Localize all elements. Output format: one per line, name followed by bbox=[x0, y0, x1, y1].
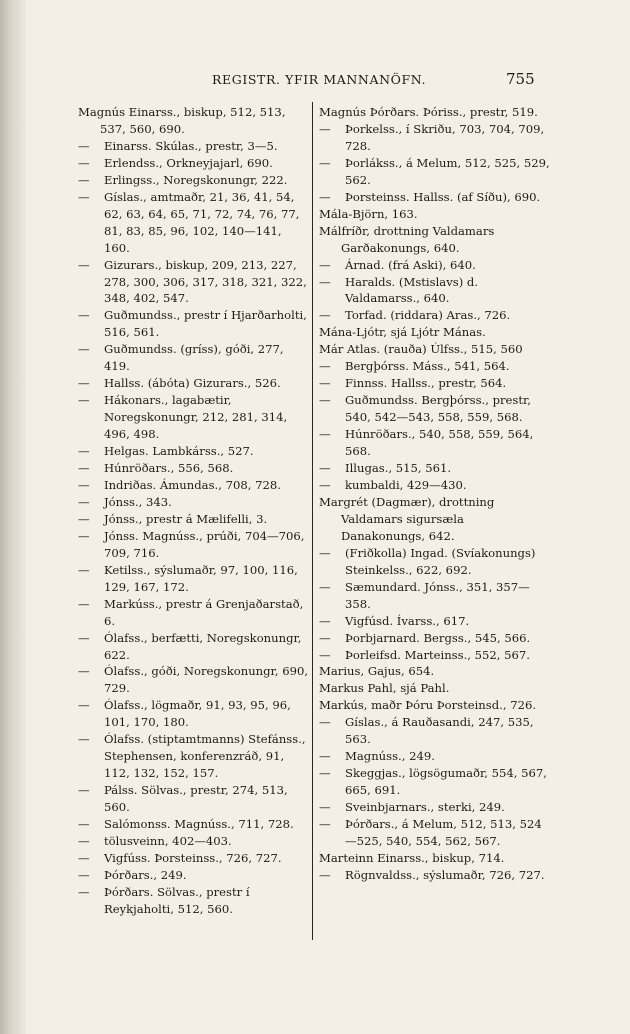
ditto-dash: — bbox=[78, 444, 90, 459]
index-entry bbox=[78, 596, 310, 630]
index-entry bbox=[319, 392, 551, 426]
ditto-dash: — bbox=[319, 257, 331, 272]
ditto-dash: — bbox=[319, 749, 331, 764]
index-entry-text: Húnröðars., 540, 558, 559, 564, 568. bbox=[345, 427, 534, 459]
index-entry-text: Vigfúsd. Ívarss., 617. bbox=[345, 613, 470, 628]
ditto-dash: — bbox=[319, 189, 331, 204]
index-entry-text: Markus Pahl, sjá Pahl. bbox=[319, 681, 450, 696]
ditto-dash: — bbox=[78, 477, 90, 492]
ditto-dash: — bbox=[319, 155, 331, 170]
index-entry-text: Guðmundss., prestr í Hjarðarholti, 516, 561. bbox=[104, 308, 307, 340]
index-entry bbox=[319, 867, 551, 884]
index-entry-text: Ólafss., berfætti, Noregskonungr, 622. bbox=[104, 630, 302, 662]
index-entry bbox=[319, 850, 551, 867]
ditto-dash: — bbox=[78, 511, 90, 526]
ditto-dash: — bbox=[78, 596, 90, 611]
ditto-dash: — bbox=[78, 732, 90, 747]
ditto-dash: — bbox=[319, 613, 331, 628]
index-entry-text: Þorleifsd. Marteinss., 552, 567. bbox=[345, 647, 530, 662]
index-entry-text: Bergþórss. Máss., 541, 564. bbox=[345, 359, 510, 374]
ditto-dash: — bbox=[319, 800, 331, 815]
index-entry bbox=[319, 324, 551, 341]
index-entry-text: Hallss. (ábóta) Gizurars., 526. bbox=[104, 376, 281, 391]
ditto-dash: — bbox=[78, 783, 90, 798]
index-entry bbox=[319, 816, 551, 850]
index-entry-text: Haralds. (Mstislavs) d. Valdamarss., 640. bbox=[345, 274, 479, 306]
ditto-dash: — bbox=[319, 715, 331, 730]
ditto-dash: — bbox=[319, 427, 331, 442]
index-entry-text: Einarss. Skúlas., prestr, 3—5. bbox=[104, 138, 278, 153]
index-entry bbox=[319, 223, 551, 257]
ditto-dash: — bbox=[319, 766, 331, 781]
ditto-dash: — bbox=[78, 342, 90, 357]
ditto-dash: — bbox=[319, 308, 331, 323]
index-entry bbox=[78, 663, 310, 697]
index-entry bbox=[319, 274, 551, 308]
index-entry-text: Ólafss., góði, Noregskonungr, 690, 729. bbox=[104, 664, 309, 696]
index-entry bbox=[78, 850, 310, 867]
index-entry-text: Húnröðars., 556, 568. bbox=[104, 461, 234, 476]
index-entry bbox=[78, 494, 310, 511]
index-entry-text: Magnúss., 249. bbox=[345, 749, 435, 764]
index-entry bbox=[319, 307, 551, 324]
index-entry bbox=[78, 697, 310, 731]
ditto-dash: — bbox=[78, 850, 90, 865]
index-entry-text: Markúss., prestr á Grenjaðarstað, 6. bbox=[104, 596, 304, 628]
index-entry bbox=[78, 138, 310, 155]
ditto-dash: — bbox=[319, 274, 331, 289]
index-entry bbox=[319, 630, 551, 647]
index-entry-text: Þorsteinss. Hallss. (af Síðu), 690. bbox=[345, 189, 541, 204]
index-entry-text: Jónss., 343. bbox=[104, 494, 172, 509]
index-entry bbox=[319, 613, 551, 630]
index-entry-text: Þorkelss., í Skriðu, 703, 704, 709, 728. bbox=[345, 121, 545, 153]
index-entry-text: Magnús Þórðars. Þóriss., prestr, 519. bbox=[319, 105, 538, 119]
index-entry bbox=[78, 528, 310, 562]
running-title: REGISTR. YFIR MANNANÖFN. bbox=[212, 72, 427, 87]
index-entry-text: Ólafss. (stiptamtmanns) Stefánss., Stephensen, konferenzráð, 91, 112, 132, 152, 157. bbox=[104, 732, 306, 781]
index-entry-text: Guðmundss. (gríss), góði, 277, 419. bbox=[104, 342, 284, 374]
index-entry-text: Árnad. (frá Aski), 640. bbox=[345, 257, 476, 272]
index-entry bbox=[78, 443, 310, 460]
index-entry-text: Þorlákss., á Melum, 512, 525, 529, 562. bbox=[345, 155, 550, 187]
index-entry bbox=[78, 731, 310, 782]
index-entry bbox=[78, 392, 310, 443]
index-entry bbox=[319, 155, 551, 189]
index-entry-text: Marius, Gajus, 654. bbox=[319, 664, 435, 679]
index-entry-text: Ketilss., sýslumaðr, 97, 100, 116, 129, 167, 172. bbox=[104, 562, 298, 594]
index-entry bbox=[319, 697, 551, 714]
index-entry-text: Illugas., 515, 561. bbox=[345, 461, 452, 476]
index-column-right bbox=[319, 104, 551, 884]
index-entry-text: kumbaldi, 429—430. bbox=[345, 477, 467, 492]
page-header bbox=[0, 70, 630, 94]
ditto-dash: — bbox=[319, 121, 331, 136]
index-entry-text: Guðmundss. Bergþórss., prestr, 540, 542—543, 558, 559, 568. bbox=[345, 393, 531, 425]
index-entry-text: Magnús Einarss., biskup, 512, 513, 537, 560, 690. bbox=[78, 105, 286, 136]
index-entry bbox=[319, 460, 551, 477]
index-entry-text: Erlingss., Noregskonungr, 222. bbox=[104, 172, 288, 187]
index-entry-text: Þórðars., 249. bbox=[104, 867, 187, 882]
index-entry-text: Gíslas., amtmaðr, 21, 36, 41, 54, 62, 63, 64, 65, 71, 72, 74, 76, 77, 81, 83, 85, 96, 102, 140—141, 160. bbox=[104, 189, 300, 255]
index-entry-text: Ólafss., lögmaðr, 91, 93, 95, 96, 101, 170, 180. bbox=[104, 698, 291, 730]
index-entry bbox=[78, 816, 310, 833]
index-entry bbox=[319, 748, 551, 765]
index-entry bbox=[78, 477, 310, 494]
index-entry bbox=[78, 460, 310, 477]
index-entry-text: Vigfúss. Þorsteinss., 726, 727. bbox=[104, 850, 282, 865]
index-entry bbox=[78, 884, 310, 918]
index-entry bbox=[78, 104, 310, 138]
ditto-dash: — bbox=[319, 477, 331, 492]
index-entry bbox=[319, 375, 551, 392]
index-entry bbox=[319, 647, 551, 664]
index-entry-text: Hákonars., lagabætir, Noregskonungr, 212, 281, 314, 496, 498. bbox=[104, 393, 288, 442]
index-entry-text: Þórðars. Sölvas., prestr í Reykjaholti, 512, 560. bbox=[104, 884, 250, 916]
index-entry-text: tölusveinn, 402—403. bbox=[104, 833, 232, 848]
index-column-left bbox=[78, 104, 310, 918]
ditto-dash: — bbox=[78, 698, 90, 713]
index-entry-text: Helgas. Lambkárss., 527. bbox=[104, 444, 254, 459]
index-entry bbox=[319, 206, 551, 223]
index-entry bbox=[319, 477, 551, 494]
ditto-dash: — bbox=[78, 376, 90, 391]
index-entry bbox=[78, 257, 310, 308]
ditto-dash: — bbox=[78, 138, 90, 153]
index-entry bbox=[319, 189, 551, 206]
ditto-dash: — bbox=[319, 630, 331, 645]
index-entry-text: Markús, maðr Þóru Þorsteinsd., 726. bbox=[319, 698, 537, 713]
book-spine-shadow bbox=[0, 0, 26, 1034]
ditto-dash: — bbox=[78, 528, 90, 543]
index-entry-text: Þórðars., á Melum, 512, 513, 524—525, 540, 554, 562, 567. bbox=[345, 817, 542, 848]
index-entry-text: Gizurars., biskup, 209, 213, 227, 278, 300, 306, 317, 318, 321, 322, 348, 402, 547. bbox=[104, 257, 307, 306]
index-entry bbox=[319, 765, 551, 799]
ditto-dash: — bbox=[319, 461, 331, 476]
page-number: 755 bbox=[506, 70, 535, 88]
ditto-dash: — bbox=[319, 647, 331, 662]
index-entry-text: Jónss., prestr á Mælifelli, 3. bbox=[104, 511, 268, 526]
index-entry-text: Finnss. Hallss., prestr, 564. bbox=[345, 376, 507, 391]
index-entry bbox=[78, 375, 310, 392]
index-entry bbox=[78, 782, 310, 816]
column-divider bbox=[312, 102, 313, 940]
index-entry-text: Margrét (Dagmær), drottning Valdamars sigursæla Danakonungs, 642. bbox=[319, 494, 495, 543]
ditto-dash: — bbox=[78, 172, 90, 187]
index-entry bbox=[319, 799, 551, 816]
index-entry-text: Gíslas., á Rauðasandi, 247, 535, 563. bbox=[345, 715, 534, 747]
index-entry bbox=[78, 172, 310, 189]
ditto-dash: — bbox=[78, 257, 90, 272]
ditto-dash: — bbox=[78, 817, 90, 832]
index-entry bbox=[319, 714, 551, 748]
index-entry-text: Málfríðr, drottning Valdamars Garðakonungs, 640. bbox=[319, 223, 495, 255]
index-entry-text: Sæmundard. Jónss., 351, 357—358. bbox=[345, 579, 530, 611]
ditto-dash: — bbox=[78, 884, 90, 899]
ditto-dash: — bbox=[78, 833, 90, 848]
index-entry bbox=[319, 341, 551, 358]
index-entry-text: (Friðkolla) Ingad. (Svíakonungs) Steinkelss., 622, 692. bbox=[345, 545, 536, 577]
ditto-dash: — bbox=[319, 376, 331, 391]
ditto-dash: — bbox=[319, 359, 331, 374]
ditto-dash: — bbox=[78, 155, 90, 170]
index-entry bbox=[78, 511, 310, 528]
ditto-dash: — bbox=[78, 461, 90, 476]
ditto-dash: — bbox=[78, 393, 90, 408]
index-entry bbox=[319, 494, 551, 545]
index-entry-text: Erlendss., Orkneyjajarl, 690. bbox=[104, 155, 273, 170]
index-entry bbox=[319, 358, 551, 375]
ditto-dash: — bbox=[78, 308, 90, 323]
ditto-dash: — bbox=[78, 562, 90, 577]
index-entry bbox=[319, 121, 551, 155]
index-entry-text: Indriðas. Ámundas., 708, 728. bbox=[104, 477, 281, 492]
index-entry-text: Skeggjas., lögsögumaðr, 554, 567, 665, 691. bbox=[345, 766, 547, 798]
index-entry bbox=[78, 341, 310, 375]
index-entry-text: Þorbjarnard. Bergss., 545, 566. bbox=[345, 630, 531, 645]
index-entry bbox=[319, 579, 551, 613]
index-entry bbox=[78, 833, 310, 850]
ditto-dash: — bbox=[78, 867, 90, 882]
index-entry bbox=[78, 155, 310, 172]
index-entry bbox=[319, 545, 551, 579]
index-entry bbox=[319, 680, 551, 697]
index-entry-text: Jónss. Magnúss., prúði, 704—706, 709, 716. bbox=[104, 528, 305, 560]
index-entry bbox=[78, 630, 310, 664]
index-entry-text: Mána-Ljótr, sjá Ljótr Mánas. bbox=[319, 325, 486, 340]
ditto-dash: — bbox=[78, 494, 90, 509]
index-entry bbox=[78, 189, 310, 257]
index-entry-text: Mála-Björn, 163. bbox=[319, 206, 418, 221]
index-entry bbox=[78, 307, 310, 341]
index-entry bbox=[319, 257, 551, 274]
index-entry bbox=[319, 426, 551, 460]
ditto-dash: — bbox=[78, 189, 90, 204]
ditto-dash: — bbox=[319, 545, 331, 560]
index-entry-text: Már Atlas. (rauða) Úlfss., 515, 560 bbox=[319, 342, 523, 357]
ditto-dash: — bbox=[319, 817, 331, 832]
ditto-dash: — bbox=[319, 867, 331, 882]
index-entry bbox=[78, 867, 310, 884]
index-entry-text: Torfad. (riddara) Aras., 726. bbox=[345, 308, 511, 323]
index-entry bbox=[319, 663, 551, 680]
index-entry bbox=[319, 104, 551, 121]
index-entry-text: Sveinbjarnars., sterki, 249. bbox=[345, 800, 505, 815]
ditto-dash: — bbox=[78, 630, 90, 645]
ditto-dash: — bbox=[319, 393, 331, 408]
index-entry-text: Salómonss. Magnúss., 711, 728. bbox=[104, 817, 294, 832]
ditto-dash: — bbox=[78, 664, 90, 679]
index-entry-text: Rögnvaldss., sýslumaðr, 726, 727. bbox=[345, 867, 545, 882]
index-entry-text: Pálss. Sölvas., prestr, 274, 513, 560. bbox=[104, 783, 288, 815]
ditto-dash: — bbox=[319, 579, 331, 594]
index-entry bbox=[78, 562, 310, 596]
index-entry-text: Marteinn Einarss., biskup, 714. bbox=[319, 850, 505, 865]
